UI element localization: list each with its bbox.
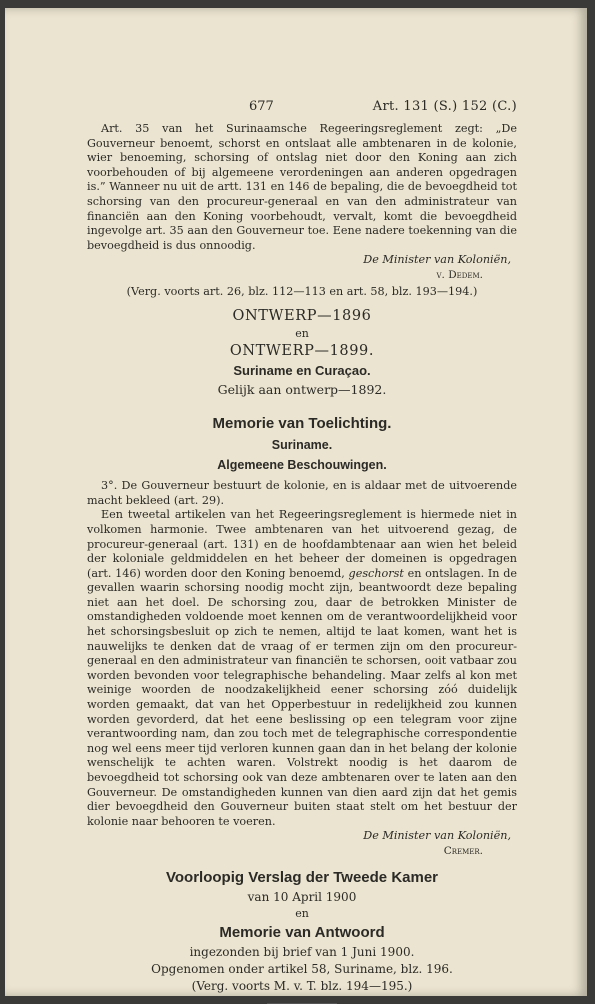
conjunction-en-2: en (295, 906, 309, 920)
paragraph-art-35: Art. 35 van het Surinaamsche Regeeringsreglement zegt: „De Gouverneur benoemt, schorst en ontslaat alle ambtenaren in de kolonie, wier benoeming, schorsing of ontslag niet door den Koning aan zich voorbehouden of bij algemeene verordeningen aan anderen opgedragen is.” Wanneer nu uit de artt. 131 en 146 de bepaling, die de bevoegdheid tot schorsing van den procureur-generaal en van den administrateur van financiën aan den Koning voorbehoudt, vervalt, komt die bevoegdheid ingevolge art. 35 aan den Gouverneur toe. Eene nadere toekenning van die bevoegdheid is dus onnoodig. (87, 122, 517, 252)
heading-ontwerp-1896: ONTWERP—1896 (232, 308, 372, 325)
note-ingezonden: ingezonden bij brief van 1 Juni 1900. (189, 944, 415, 959)
end-rule-divider (267, 1003, 337, 1004)
heading-suriname-curacao: Suriname en Curaçao. (233, 363, 371, 379)
emphasis-geschorst: geschorst (348, 566, 404, 580)
note-gelijk-aan-ontwerp: Gelijk aan ontwerp—1892. (217, 382, 387, 398)
heading-memorie-van-toelichting: Memorie van Toelichting. (212, 415, 392, 433)
heading-algemeene-beschouwingen: Algemeene Beschouwingen. (217, 458, 387, 473)
page-content (87, 100, 517, 1004)
section-reference: Art. 131 (S.) 152 (C.) (372, 99, 517, 114)
page-number: 677 (249, 99, 274, 114)
paragraph-tweetal-artikelen: Een tweetal artikelen van het Regeeringsreglement is hiermede niet in volkomen harmonie. Twee ambtenaren van het uitvoerend gezag, de procureur-generaal (art. 131) en de hoofdambtenaar aan wien het beleid der koloniale geldmiddelen en het beheer der domeinen is opgedragen (art. 146) worden door den Koning benoemd, geschorst en ontslagen. In de gevallen waarin schorsing noodig mocht zijn, beantwoordt deze bepaling niet aan het doel. De schorsing zou, daar de betrokken Minister de omstandigheden voldoende moet kennen om de verantwoordelijkheid voor het schorsingsbesluit op zich te nemen, altijd te laat komen, want het is nauwelijks te denken dat de vraag of er termen zijn om den procureur-generaal en den administrateur van financiën te schorsen, ooit vatbaar zou worden bevonden voor telegraphische behandeling. Maar zelfs al kon met weinige woorden de noodzakelijkheid eener schorsing zóó duidelijk worden gemaakt, dat van het Opperbestuur in redelijkheid zou kunnen worden gevorderd, dat het eene beslissing op een telegram voor zijne verantwoording nam, dan zou toch met de telegraphische correspondentie nog wel eens meer tijd verloren kunnen gaan dan in het belang der kolonie wenschelijk te achten waren. Volstrekt noodig is het daarom de bevoegdheid tot schorsing ook van deze ambtenaren over te laten aan den Gouverneur. De omstandigheden kunnen van dien aard zijn dat het gemis dier bevoegdheid den Gouverneur buiten staat stelt om het bestuur der kolonie naar behooren te voeren. (87, 508, 517, 828)
book-page (5, 8, 587, 996)
cross-reference-1: (Verg. voorts art. 26, blz. 112—113 en art. 58, blz. 193—194.) (126, 284, 478, 298)
date-10-april-1900: van 10 April 1900 (247, 889, 357, 904)
cross-reference-2: (Verg. voorts M. v. T. blz. 194—195.) (191, 978, 413, 993)
note-opgenomen: Opgenomen onder artikel 58, Suriname, blz. 196. (151, 961, 453, 976)
heading-suriname: Suriname. (271, 438, 333, 453)
signature-name-2: Cremer. (443, 844, 483, 857)
paragraph-gouverneur-bestuurt: 3°. De Gouverneur bestuurt de kolonie, en is aldaar met de uitvoerende macht bekleed (art. 29). (87, 479, 517, 507)
heading-memorie-van-antwoord: Memorie van Antwoord (219, 923, 385, 941)
running-header (87, 100, 517, 122)
heading-ontwerp-1899: ONTWERP—1899. (229, 343, 375, 360)
conjunction-en-1: en (295, 327, 309, 341)
heading-voorloopig-verslag: Voorloopig Verslag der Tweede Kamer (165, 868, 439, 886)
signature-name-1: v. Dedem. (436, 268, 483, 281)
signature-title-1: De Minister van Koloniën, (363, 253, 511, 267)
signature-title-2: De Minister van Koloniën, (363, 829, 511, 843)
